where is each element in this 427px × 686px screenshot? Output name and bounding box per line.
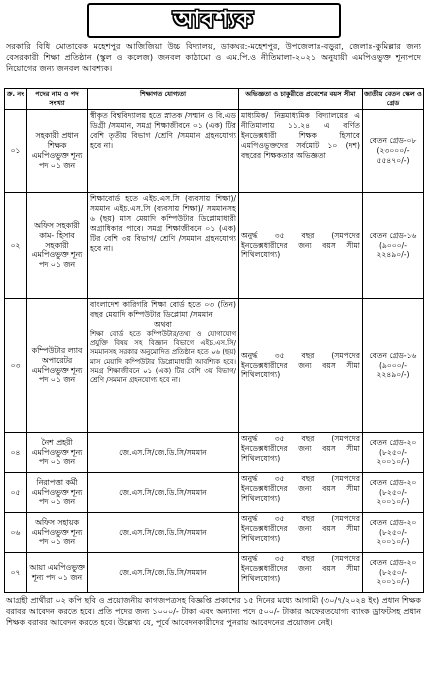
- header-post: পদের নাম ও পদ সংখ্যা: [27, 89, 88, 110]
- table-row: [5, 553, 424, 593]
- row-age-limit: অনুর্দ্ধ ৩৫ বছর (সমপদের ইনডেক্সধারীদের জন্য বয়স সীমা শিথিলযোগ্য): [239, 553, 363, 593]
- vacancy-table: [4, 88, 424, 593]
- table-header-row: [5, 89, 424, 110]
- row-serial: ০২: [5, 193, 27, 299]
- row-pay-scale: বেতন গ্রেড-২০ (৮২৫০/- ২০০১০/-): [363, 473, 424, 513]
- row-age-limit: অনুর্দ্ধ ৩৫ বছর (সমপদের ইনডেক্সধারীদের জন্য বয়স সীমা শিথিলযোগ্য): [239, 513, 363, 553]
- row-serial: ০৭: [5, 553, 27, 593]
- row-post: সহকারী প্রধান শিক্ষক এমপিওভুক্ত শূন্য পদ ০১ জন: [27, 110, 88, 193]
- row-post: আয়া এমপিওভুক্ত শূন্য পদ ০১ জন: [27, 553, 88, 593]
- header-experience-age: অভিজ্ঞতা ও চাকুরীতে প্রবেশের বয়স সীমা: [239, 89, 363, 110]
- row-education: জে.এস.সি/জে.ডি.সি/সমমান: [88, 473, 239, 513]
- table-row: [5, 193, 424, 299]
- row-education: জে.এস.সি/জে.ডি.সি/সমমান: [88, 553, 239, 593]
- header-serial: ক্র. নং: [5, 89, 27, 110]
- row-pay-scale: বেতন গ্রেড-২০ (৮২৫০/- ২০০১০/-): [363, 433, 424, 473]
- row-experience: মাধ্যমিক/ নিম্নমাধ্যমিক বিদ্যালয়ের এ নীতিমালায় ১১.২৪ এ বর্ণিত ইনডেক্সধারী শিক্ষক হিসাবে এমপিওভুক্তদের সর্বমোট ১০ (দশ) বছরের শিক্ষকতার অভিজ্ঞতা: [239, 110, 363, 193]
- table-row: [5, 433, 424, 473]
- row-serial: ০৫: [5, 473, 27, 513]
- intro-paragraph: সরকারি বিধি মোতাবেক মহেশপুর আজিজিয়া উচ্চ বিদ্যালয়, ডাকঘর:-মহেশপুর, উপজেলাঃ-বড়ুরা, জেলাঃ-কুমিল্লার জন্য বেসরকারী শিক্ষা প্রতিষ্ঠান (স্কুল ও কলেজ) জনবল কাঠামো ও এম.পি.ও নীতিমালা-২০২১ অনুযায়ী এমপিওভুক্ত শূন্যপদে নিয়োগের জন্য জনবল আবশ্যক।: [6, 41, 421, 73]
- row-age-limit: অনুর্দ্ধ ৩৫ বছর (সমপদের ইনডেক্সধারীদের জন্য বয়স সীমা শিথিলযোগ্য): [239, 473, 363, 513]
- row-pay-scale: বেতন গ্রেড-০৮ (২৩০০০/- ৫৫৪৭০/-): [363, 110, 424, 193]
- row-age-limit: অনুর্দ্ধ ৩৫ বছর (সমপদের ইনডেক্সধারীদের জন্য বয়স সীমা শিথিলযোগ্য): [239, 433, 363, 473]
- table-row: [5, 513, 424, 553]
- table-row: [5, 110, 424, 193]
- table-row: [5, 299, 424, 433]
- education-option-1: বাংলাদেশ কারিগরি শিক্ষা বোর্ড হতে ০৩ (তিন) বছর মেয়াদি কম্পিউটার ডিপ্লোমা /সমমান: [90, 300, 236, 319]
- row-education: [88, 299, 239, 433]
- education-option-2: শিক্ষা বোর্ড হতে কম্পিউটার/তথ্য ও যোগাযোগ প্রযুক্তি বিষয় সহ বিজ্ঞান বিভাগে এইচ.এস.সি/ সমমানসহ সরকার অনুমোদিত প্রতিষ্ঠান হতে ০৬ (ছয়) মাস মেয়াদি কম্পিউটার ডিপ্লোমাধারী আবশ্যিক হবে। সমগ্র শিক্ষাজীবনে ০১ (এক) টির বেশি ৩য় বিভাগ/শ্রেণি /সমমান গ্রহনযোগ্য হবে না।: [90, 329, 236, 385]
- row-age-limit: অনুর্দ্ধ ৩৫ বছর (সমপদের ইনডেক্সধারীদের জন্য বয়স সীমা শিথিলযোগ্য): [239, 193, 363, 299]
- notice-banner: [87, 3, 341, 38]
- row-serial: ০৬: [5, 513, 27, 553]
- row-post: নৈশ প্রহরী এমপিওভুক্ত শূন্য পদ ০১ জন: [27, 433, 88, 473]
- row-serial: ০৪: [5, 433, 27, 473]
- row-post: কম্পিউটার ল্যাব অপারেটর এমপিওভুক্ত শূন্য পদ ০১ জন: [27, 299, 88, 433]
- row-education: শিক্ষাবোর্ড হতে এইচ.এস.সি (ব্যবসায় শিক্ষা)/ সমমান এইচ.এস.সি (ব্যবসায় শিক্ষা)/ সমমানসহ ৬ (ছয়) মাস মেয়াদি কম্পিউটার ডিপ্লোমাধারী অগ্রাধিকার পাবে। সমগ্র শিক্ষাজীবনে ০১ (এক) টির বেশি ৩য় বিভাগ/ শ্রেণি /সমমান গ্রহনযোগ্য হবে না।: [88, 193, 239, 299]
- notice-page: [4, 3, 423, 635]
- header-education: শিক্ষাগত যোগ্যতা: [88, 89, 239, 110]
- row-pay-scale: বেতন গ্রেড-২০ (৮২৫০/- ২০০১০/-): [363, 513, 424, 553]
- row-pay-scale: বেতন গ্রেড-১৬ (৯০০০/- ২২৪৯০/-): [363, 193, 424, 299]
- row-post: নিরাপত্তা কর্মী এমপিওভুক্ত শূন্য পদ ০১ জন: [27, 473, 88, 513]
- row-pay-scale: বেতন গ্রেড-১৬ (৯০০০/- ২২৪৯০/-): [363, 299, 424, 433]
- row-age-limit: অনুর্দ্ধ ৩৫ বছর (সমপদের ইনডেক্সধারীদের জন্য বয়স সীমা শিথিলযোগ্য): [239, 299, 363, 433]
- row-post: অফিস সহায়ক এমপিওভুক্ত শূন্য পদ ০১ জন: [27, 513, 88, 553]
- application-note: আগ্রহী প্রার্থীরা ০২ কপি ছবি ও প্রয়োজনীয় কাগজপত্রসহ বিজ্ঞপ্তি প্রকাশের ১৫ দিনের মধ্যে আগামী (৩০/৭/২০২৪ ইং) প্রধান শিক্ষক বরাবর আবেদন করতে হবে। প্রতি পদের জন্য ১০০০/- টাকা এবং অন্যান্য পদে ৫০০/- টাকার অফেরতযোগ্য ব্যাংক ড্রাফটসহ প্রধান শিক্ষক বরাবর আবেদন করতে হবে। উল্লেখ্য যে, পূর্বে আবেদনকারীদের পুনরায় আবেদনের প্রয়োজন নেই।: [6, 596, 421, 627]
- education-or: অথবা: [154, 319, 172, 329]
- row-education: জে.এস.সি/জে.ডি.সি/সমমান: [88, 513, 239, 553]
- header-pay-scale: জাতীয় বেতন স্কেল ও গ্রেড: [363, 89, 424, 110]
- table-row: [5, 473, 424, 513]
- row-serial: ০১: [5, 110, 27, 193]
- row-pay-scale: বেতন গ্রেড-২০ (৮২৫০/- ২০০১০/-): [363, 553, 424, 593]
- row-post: অফিস সহকারী কাম- হিসাব সহকারী এমপিওভুক্ত শূন্য পদ ০১ জন: [27, 193, 88, 299]
- row-education: জে.এস.সি/জে.ডি.সি/সমমান: [88, 433, 239, 473]
- notice-title: আবশ্যক: [173, 7, 254, 33]
- row-education: স্বীকৃত বিশ্ববিদ্যালয় হতে স্নাতক /সম্মান ও বি.এড ডিগ্রী /সমমান, সমগ্র শিক্ষাজীবনে ০১ (এক) টির বেশি তৃতীয় বিভাগ /শ্রেণি /সমমান গ্রহনযোগ্য হবে না।: [88, 110, 239, 193]
- row-serial: ০৩: [5, 299, 27, 433]
